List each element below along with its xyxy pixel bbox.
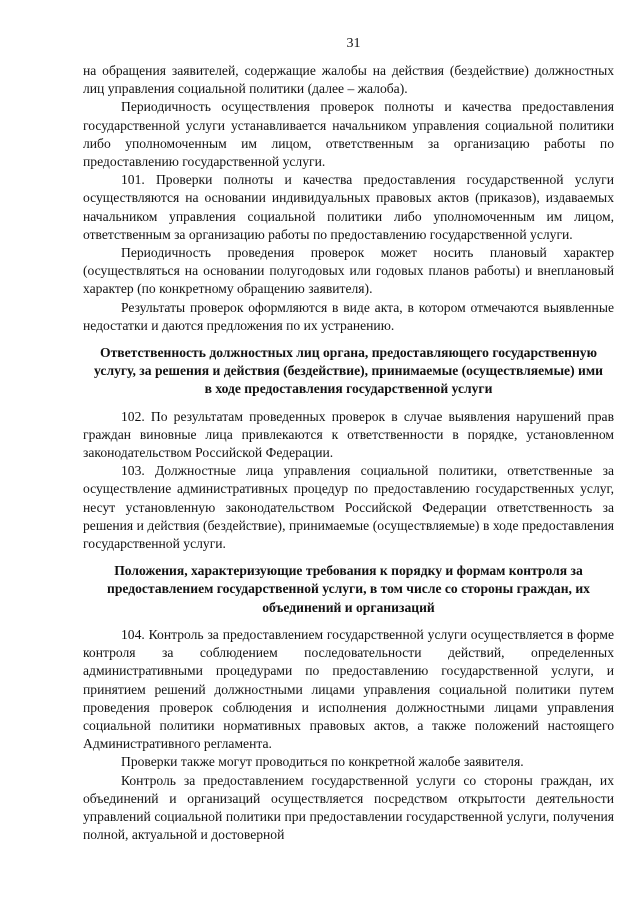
section-heading-responsibility: Ответственность должностных лиц органа, предоставляющего государственную услугу, за решения и действия (бездействие), принимаемые (осуществляемые) ими в ходе предоставления государственной услуги bbox=[94, 345, 603, 397]
paragraph: на обращения заявителей, содержащие жалобы на действия (бездействие) должностных лиц управления социальной политики (далее – жалоба). bbox=[83, 63, 614, 97]
paragraph: Периодичность осуществления проверок полноты и качества предоставления государственной услуги устанавливается начальником управления социальной политики либо уполномоченным им лицом, ответственным за организацию работы по предоставлению государственной услуги. bbox=[83, 99, 614, 170]
paragraph: Контроль за предоставлением государственной услуги со стороны граждан, их объединений и организаций осуществляется посредством открытости деятельности управлений социальной политики при предоставлении государственной услуги, получения полной, актуальной и достоверной bbox=[83, 772, 614, 843]
paragraph: Результаты проверок оформляются в виде акта, в котором отмечаются выявленные недостатки и даются предложения по их устранению. bbox=[83, 299, 614, 333]
paragraph: 103. Должностные лица управления социальной политики, ответственные за осуществление административных процедур по предоставлению государственных услуг, несут установленную законодательством Российской Федерации ответственность за решения и действия (бездействие), принимаемые (осуществляемые) в ходе предоставления государственной услуги. bbox=[83, 463, 614, 552]
section-middle bbox=[83, 408, 614, 554]
paragraph: Периодичность проведения проверок может носить плановый характер (осуществляться на основании полугодовых или годовых планов работы) и внеплановый характер (по конкретному обращению заявителя). bbox=[83, 245, 614, 297]
paragraph: 104. Контроль за предоставлением государственной услуги осуществляется в форме контроля за соблюдением последовательности действий, определенных административными процедурами по предоставлению государственной услуги, и принятием решений должностными лицами управления социальной политики путем проведения проверок соблюдения и исполнения должностными лицами управления социальной политики нормативных правовых актов, а также положений настоящего Административного регламента. bbox=[83, 626, 614, 752]
paragraph: 101. Проверки полноты и качества предоставления государственной услуги осуществляются на основании индивидуальных правовых актов (приказов), издаваемых начальником управления социальной политики либо уполномоченным им лицом, ответственным за организацию работы по предоставлению государственной услуги. bbox=[83, 172, 614, 242]
section-heading-control-provisions: Положения, характеризующие требования к порядку и формам контроля за предоставлением государственной услуги, в том числе со стороны граждан, их объединений и организаций bbox=[107, 563, 590, 615]
paragraph: Проверки также могут проводиться по конкретной жалобе заявителя. bbox=[121, 754, 524, 770]
section-top bbox=[83, 62, 614, 335]
page-number: 31 bbox=[346, 36, 361, 51]
paragraph: 102. По результатам проведенных проверок в случае выявления нарушений прав граждан виновные лица привлекаются к ответственности в порядке, установленном законодательством Российской Федерации. bbox=[83, 408, 614, 461]
section-bottom bbox=[83, 626, 614, 844]
